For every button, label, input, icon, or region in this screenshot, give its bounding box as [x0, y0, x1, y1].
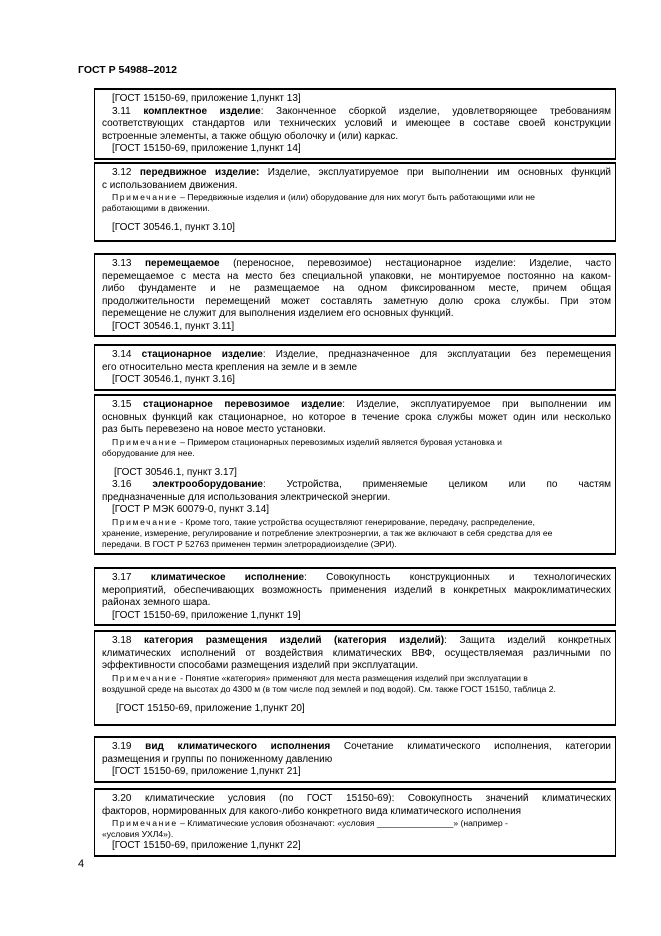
reference: [ГОСТ 15150-69, приложение 1,пункт 19]: [112, 609, 301, 621]
note-label: Примечание: [112, 818, 178, 828]
note-line: оборудование для нее.: [102, 447, 195, 458]
note-text: – Климатические условия обозначают: «условия ________________» (например -: [177, 818, 508, 828]
definition-text: : Совокупность конструкционных и технологических: [304, 572, 612, 583]
term-block-3-17: [94, 567, 616, 626]
definition-line: [102, 167, 611, 180]
term-title: вид климатического исполнения: [145, 741, 331, 752]
term-number: 3.18: [112, 635, 132, 646]
note-line: [102, 437, 611, 448]
definition-line: [102, 258, 611, 271]
definition-line: [102, 793, 611, 806]
term-block-3-19: [94, 736, 616, 783]
term-block-3-11: [94, 88, 616, 160]
definition-line: с использованием движения.: [102, 179, 238, 191]
term-title: стационарное изделие: [141, 349, 263, 360]
definition-line: перемещение не служит для выполнения изделием его основных функций.: [102, 308, 454, 319]
term-block-3-18: [94, 630, 616, 726]
note-line: воздушной среде на высотах до 4300 м (в том числе под землей и под водой). См. также ГОСТ 15150, таблица 2.: [102, 683, 556, 694]
definition-text: : Изделие, эксплуатируемое при выполнении им: [342, 399, 612, 410]
definition-line: либо фундаменте и не размещаемое на одном фиксированном месте, причем общая: [102, 283, 611, 294]
term-number: 3.12: [112, 167, 132, 178]
document-header: ГОСТ Р 54988–2012: [78, 64, 177, 76]
note-line: [102, 517, 611, 528]
term-title: комплектное изделие: [143, 105, 261, 117]
reference: [ГОСТ 15150-69, приложение 1,пункт 14]: [112, 143, 301, 154]
definition-text: климатические условия (по ГОСТ 15150-69): Совокупность значений климатических: [144, 793, 612, 804]
definition-text: : Защита изделий конкретных: [444, 635, 611, 646]
note-label: Примечание: [112, 672, 178, 683]
term-block-3-12: [94, 162, 616, 242]
definition-line: раз быть перевезено на новое место установки.: [102, 424, 326, 435]
note-text: – Передвижные изделия и (или) оборудование для них могут быть работающими или не: [177, 192, 535, 202]
term-block-3-15: [94, 394, 616, 555]
term-title: категория размещения изделий (категория изделий): [144, 635, 445, 646]
note-label: Примечание: [112, 192, 178, 202]
term-number: 3.17: [112, 572, 132, 583]
term-title: передвижное изделие:: [139, 167, 260, 178]
definition-text: : Законченное сборкой изделие, удовлетворяющее требованиям: [260, 105, 611, 117]
definition-line: перемещаемое с места на место без специальной упаковки, не монтируемое постоянно на каком-: [102, 270, 611, 282]
definition-line: районах земного шара.: [102, 597, 211, 608]
term-number: 3.16: [112, 479, 132, 491]
definition-line: факторов, нормированных для какого-либо конкретного вида климатического исполнения: [102, 805, 522, 817]
term-title: электрооборудование: [152, 479, 263, 491]
note-line: [102, 818, 611, 829]
note-text: – Примером стационарных перевозимых изделий является буровая установка и: [177, 436, 502, 447]
note-text: - Кроме того, такие устройства осуществляют генерирование, передачу, распределение,: [177, 516, 535, 527]
definition-line: продолжительности перемещений может составлять заметную долю срока службы. При этом: [102, 295, 611, 307]
definition-line: [102, 399, 611, 412]
reference: [ГОСТ 15150-69, приложение 1,пункт 13]: [112, 93, 301, 104]
definition-line: соответствующих стандартов или технических условий и имеющее в составе своей конструкции: [102, 118, 611, 129]
note-line: [102, 192, 611, 203]
note-line: [102, 673, 611, 684]
definition-line: [102, 349, 611, 362]
note-line: «условия УХЛ4»).: [102, 829, 174, 840]
term-title: перемещаемое: [144, 258, 220, 269]
definition-line: [102, 479, 611, 492]
term-block-3-14: [94, 344, 616, 391]
definition-text: (переносное, перевозимое) нестационарное изделие: Изделие, часто: [219, 258, 612, 269]
definition-text: Сочетание климатического исполнения, категории: [330, 741, 612, 752]
term-number: 3.14: [112, 349, 132, 360]
page-number: 4: [78, 858, 85, 870]
definition-line: климатических исполнений от воздействия климатических ВВФ, осуществляемая различными по: [102, 647, 611, 659]
definition-line: встроенные элементы, а также общую оболочку и (или) каркас.: [102, 130, 399, 142]
reference: [ГОСТ 15150-69, приложение 1,пункт 22]: [112, 840, 301, 852]
definition-text: Изделие, эксплуатируемое при выполнении им основных функций: [259, 167, 611, 178]
definition-text: : Устройства, применяемые целиком или по частям: [262, 479, 611, 491]
term-title: стационарное перевозимое изделие: [142, 399, 343, 410]
reference: [ГОСТ 30546.1, пункт 3.10]: [112, 222, 235, 234]
definition-line: [102, 572, 611, 585]
definition-line: его относительно места крепления на земле и в земле: [102, 361, 358, 373]
definition-line: мероприятий, обеспечивающих возможность применения изделий в конкретных макроклиматических: [102, 584, 611, 596]
definition-line: эффективности способами размещения изделий при эксплуатации.: [102, 660, 418, 671]
reference: [ГОСТ 30546.1, пункт 3.16]: [112, 374, 235, 385]
term-number: 3.15: [112, 399, 132, 410]
note-label: Примечание: [112, 516, 178, 527]
term-title: климатическое исполнение: [150, 572, 305, 583]
note-line: работающими в движении.: [102, 203, 210, 214]
definition-line: размещения и группы по пониженному давлению: [102, 753, 333, 765]
reference: [ГОСТ Р МЭК 60079-0, пункт 3.14]: [112, 504, 270, 516]
term-number: 3.13: [112, 258, 132, 269]
term-block-3-20: [94, 788, 616, 857]
reference: [ГОСТ 30546.1, пункт 3.17]: [114, 466, 237, 478]
reference: [ГОСТ 30546.1, пункт 3.11]: [112, 320, 235, 332]
note-label: Примечание: [112, 436, 178, 447]
term-number: 3.11: [112, 105, 131, 117]
definition-line: [102, 106, 611, 119]
note-line: передачи. В ГОСТ Р 52763 применен термин элетрорадиоизделие (ЭРИ).: [102, 539, 397, 550]
term-number: 3.19: [112, 741, 132, 752]
definition-line: [102, 635, 611, 648]
reference: [ГОСТ 15150-69, приложение 1,пункт 21]: [112, 766, 301, 777]
note-line: хранение, измерение, регулирование и потребление электроэнергии, а так же включают в себя средства для ее: [102, 528, 553, 539]
term-number: 3.20: [112, 793, 132, 804]
definition-line: основных функций как стационарное, но которое в течение срока службы может один или несколько: [102, 411, 611, 423]
definition-text: : Изделие, предназначенное для эксплуатации без перемещения: [262, 349, 612, 360]
note-text: - Понятие «категория» применяют для места размещения изделий при эксплуатации в: [177, 672, 528, 683]
definition-line: предназначенные для использования электрической энергии.: [102, 491, 391, 503]
term-block-3-13: [94, 253, 616, 337]
definition-line: [102, 741, 611, 754]
reference: [ГОСТ 15150-69, приложение 1,пункт 20]: [116, 702, 305, 714]
